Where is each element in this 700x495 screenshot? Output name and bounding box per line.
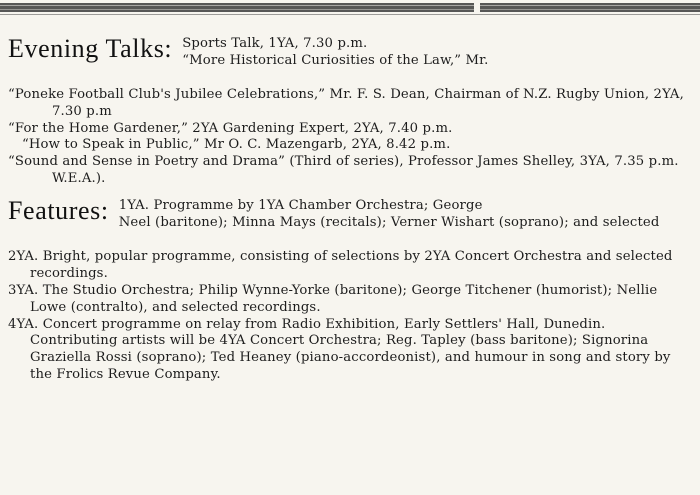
talk-entry: “Poneke Football Club's Jubilee Celebrations,” Mr. F. S. Dean, Chairman of N.Z. Rugby Union, 2YA, 7.30 p.m bbox=[8, 86, 684, 119]
evening-talks-section bbox=[8, 36, 696, 188]
feature-entry-line: 1YA. Programme by 1YA Chamber Orchestra; George bbox=[118, 198, 483, 214]
listing-page bbox=[8, 22, 696, 492]
evening-talks-heading: Evening Talks: bbox=[8, 34, 173, 63]
feature-entry: 2YA. Bright, popular programme, consisting of selections by 2YA Concert Orchestra and selected recordings. bbox=[8, 248, 673, 281]
decorative-border-rule bbox=[0, 0, 700, 22]
talk-entry: “Sound and Sense in Poetry and Drama” (Third of series), Professor James Shelley, 3YA, 7.35 p.m. W.E.A.). bbox=[8, 154, 679, 187]
talk-entry-continuation bbox=[0, 70, 696, 87]
features-heading: Features: bbox=[8, 196, 109, 226]
feature-entry-continuation: Neel (baritone); Minna Mays (recitals); Verner Wishart (soprano); and selected bbox=[118, 215, 660, 231]
talk-entry-line: “More Historical Curiosities of the Law,” Mr. bbox=[182, 52, 489, 68]
features-section bbox=[8, 198, 696, 384]
talk-entry-line: Sports Talk, 1YA, 7.30 p.m. bbox=[182, 36, 368, 51]
talk-entry: “How to Speak in Public,” Mr O. C. Mazengarb, 2YA, 8.42 p.m. bbox=[22, 137, 451, 153]
talk-entry: “For the Home Gardener,” 2YA Gardening Expert, 2YA, 7.40 p.m. bbox=[8, 120, 453, 136]
feature-entry: 4YA. Concert programme on relay from Radio Exhibition, Early Settlers' Hall, Dunedin. Contributing artists will be 4YA Concert Orchestra; Reg. Tapley (bass baritone); Signorina Graziella Rossi (soprano); Ted Heaney (piano-accordeonist), and humour in song and story by the Frolics Revue Company. bbox=[8, 316, 671, 383]
feature-entry: 3YA. The Studio Orchestra; Philip Wynne-Yorke (baritone); George Titchener (humorist); Nellie Lowe (contralto), and selected recordings. bbox=[8, 282, 658, 315]
feature-entry bbox=[8, 198, 696, 249]
